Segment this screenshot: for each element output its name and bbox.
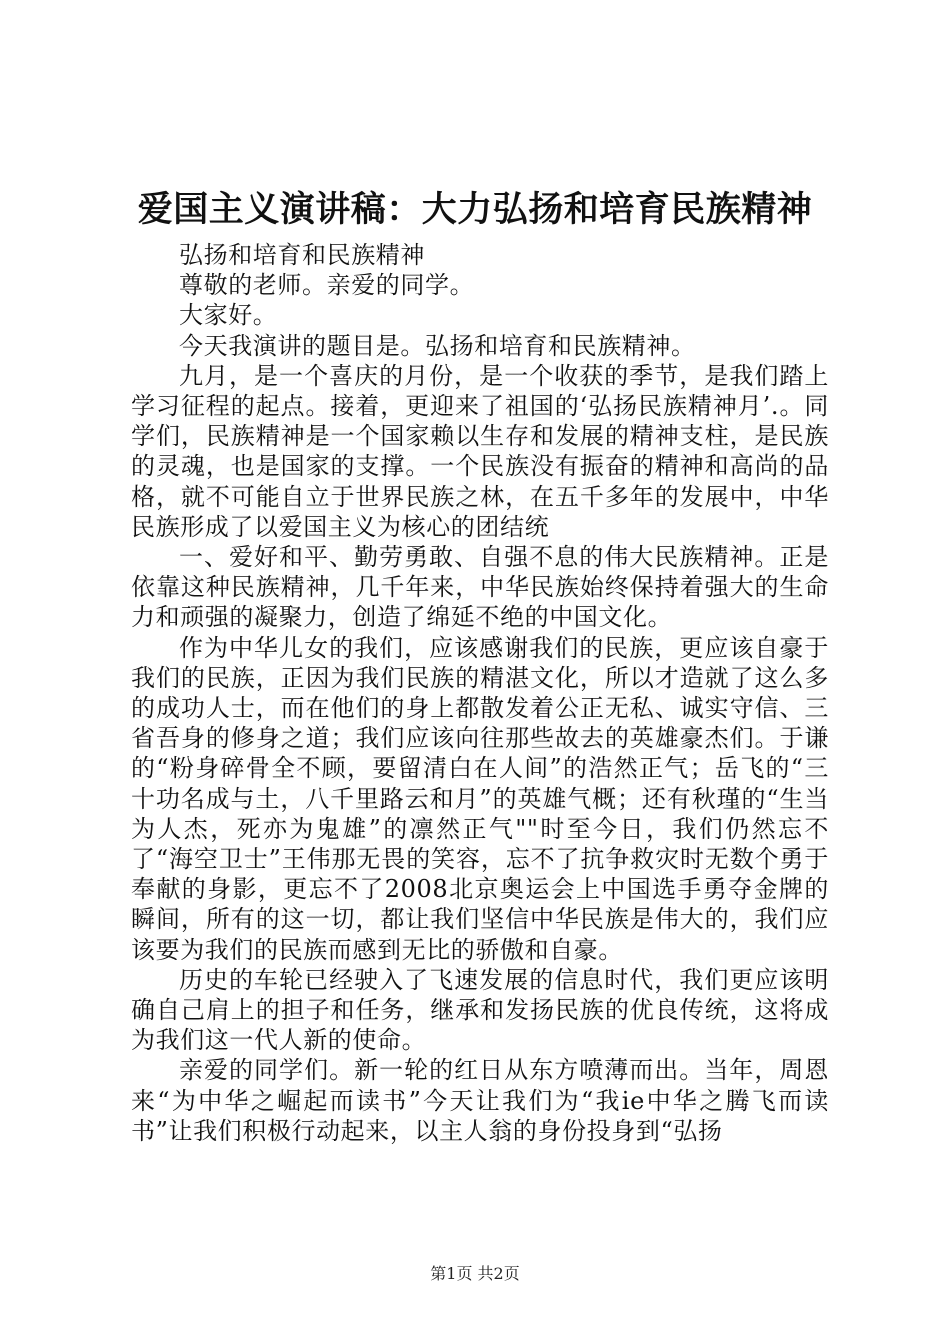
document-title: 爱国主义演讲稿：大力弘扬和培育民族精神	[137, 189, 813, 230]
paragraph: 九月，是一个喜庆的月份，是一个收获的季节，是我们踏上学习征程的起点。接着，更迎来了祖国的‘弘扬民族精神月’.。同学们，民族精神是一个国家赖以生存和发展的精神支柱，是民族的灵魂，也是国家的支撑。一个民族没有振奋的精神和高尚的品格，就不可能自立于世界民族之林，在五千多年的发展中，中华民族形成了以爱国主义为核心的团结统	[131, 361, 829, 541]
paragraph: 作为中华儿女的我们，应该感谢我们的民族，更应该自豪于我们的民族，正因为我们民族的精湛文化，所以才造就了这么多的成功人士，而在他们的身上都散发着公正无私、诚实守信、三省吾身的修身之道；我们应该向往那些故去的英雄豪杰们。于谦的“粉身碎骨全不顾，要留清白在人间”的浩然正气；岳飞的“三十功名成与土，八千里路云和月”的英雄气概；还有秋瑾的“生当为人杰，死亦为鬼雄”的凛然正气""时至今日，我们仍然忘不了“海空卫士”王伟那无畏的笑容，忘不了抗争救灾时无数个勇于奉献的身影，更忘不了2008北京奥运会上中国选手勇夺金牌的瞬间，所有的这一切，都让我们坚信中华民族是伟大的，我们应该要为我们的民族而感到无比的骄傲和自豪。	[131, 633, 829, 964]
paragraph: 尊敬的老师。亲爱的同学。	[179, 271, 475, 300]
paragraph: 弘扬和培育和民族精神	[179, 241, 425, 269]
page-footer: 第1页 共2页	[430, 1264, 520, 1283]
paragraph: 历史的车轮已经驶入了飞速发展的信息时代，我们更应该明确自己肩上的担子和任务，继承和发扬民族的优良传统，这将成为我们这一代人新的使命。	[131, 965, 829, 1055]
document-body	[131, 240, 829, 1146]
paragraph: 一、爱好和平、勤劳勇敢、自强不息的伟大民族精神。正是依靠这种民族精神，几千年来，中华民族始终保持着强大的生命力和顽强的凝聚力，创造了绵延不绝的中国文化。	[131, 543, 829, 632]
paragraph: 今天我演讲的题目是。弘扬和培育和民族精神。	[179, 331, 696, 360]
paragraph: 大家好。	[179, 301, 278, 330]
paragraph: 亲爱的同学们。新一轮的红日从东方喷薄而出。当年，周恩来“为中华之崛起而读书”今天让我们为“我ie中华之腾飞而读书”让我们积极行动起来，以主人翁的身份投身到“弘扬	[131, 1056, 829, 1145]
